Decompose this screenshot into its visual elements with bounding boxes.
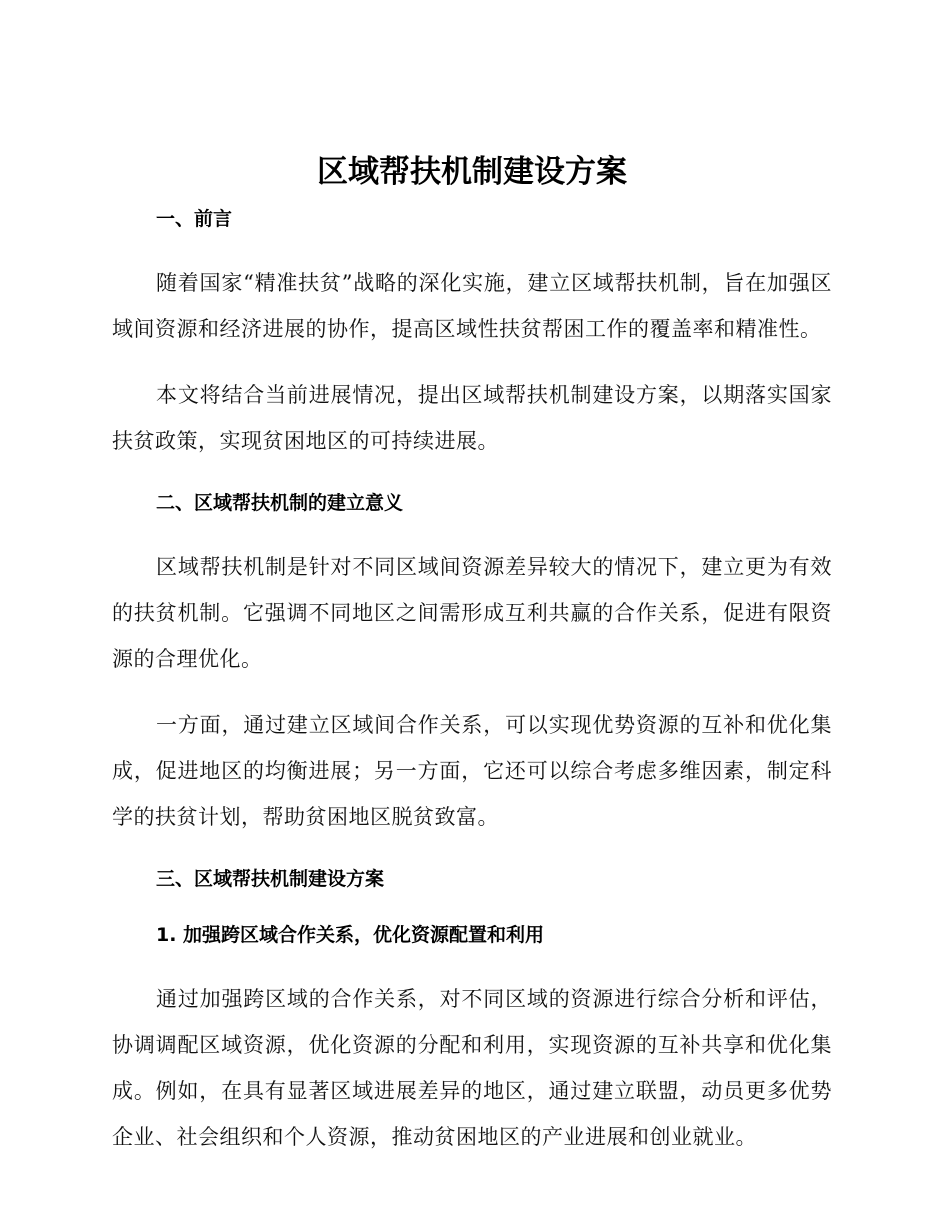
subsection-heading-cooperation: 1. 加强跨区域合作关系，优化资源配置和利用 (156, 924, 545, 946)
document-title: 区域帮扶机制建设方案 (317, 154, 627, 190)
paragraph-significance-1: 区域帮扶机制是针对不同区域间资源差异较大的情况下，建立更为有效的扶贫机制。它强调不同地区之间需形成互利共赢的合作关系，促进有限资源的合理优化。 (112, 555, 832, 671)
paragraph-cooperation-1: 通过加强跨区域的合作关系，对不同区域的资源进行综合分析和评估，协调调配区域资源，优化资源的分配和利用，实现资源的互补共享和优化集成。例如，在具有显著区域进展差异的地区，通过建立联盟，动员更多优势企业、社会组织和个人资源，推动贫困地区的产业进展和创业就业。 (112, 987, 832, 1149)
section-heading-preface: 一、前言 (156, 208, 233, 230)
paragraph-significance-2: 一方面，通过建立区域间合作关系，可以实现优势资源的互补和优化集成，促进地区的均衡进展；另一方面，它还可以综合考虑多维因素，制定科学的扶贫计划，帮助贫困地区脱贫致富。 (112, 713, 832, 829)
section-heading-plan: 三、区域帮扶机制建设方案 (156, 868, 385, 890)
document-page (112, 150, 832, 1160)
paragraph-preface-1: 随着国家“精准扶贫”战略的深化实施，建立区域帮扶机制，旨在加强区域间资源和经济进展的协作，提高区域性扶贫帮困工作的覆盖率和精准性。 (112, 271, 832, 341)
paragraph-preface-2: 本文将结合当前进展情况，提出区域帮扶机制建设方案，以期落实国家扶贫政策，实现贫困地区的可持续进展。 (112, 383, 832, 453)
section-heading-significance: 二、区域帮扶机制的建立意义 (156, 492, 404, 514)
